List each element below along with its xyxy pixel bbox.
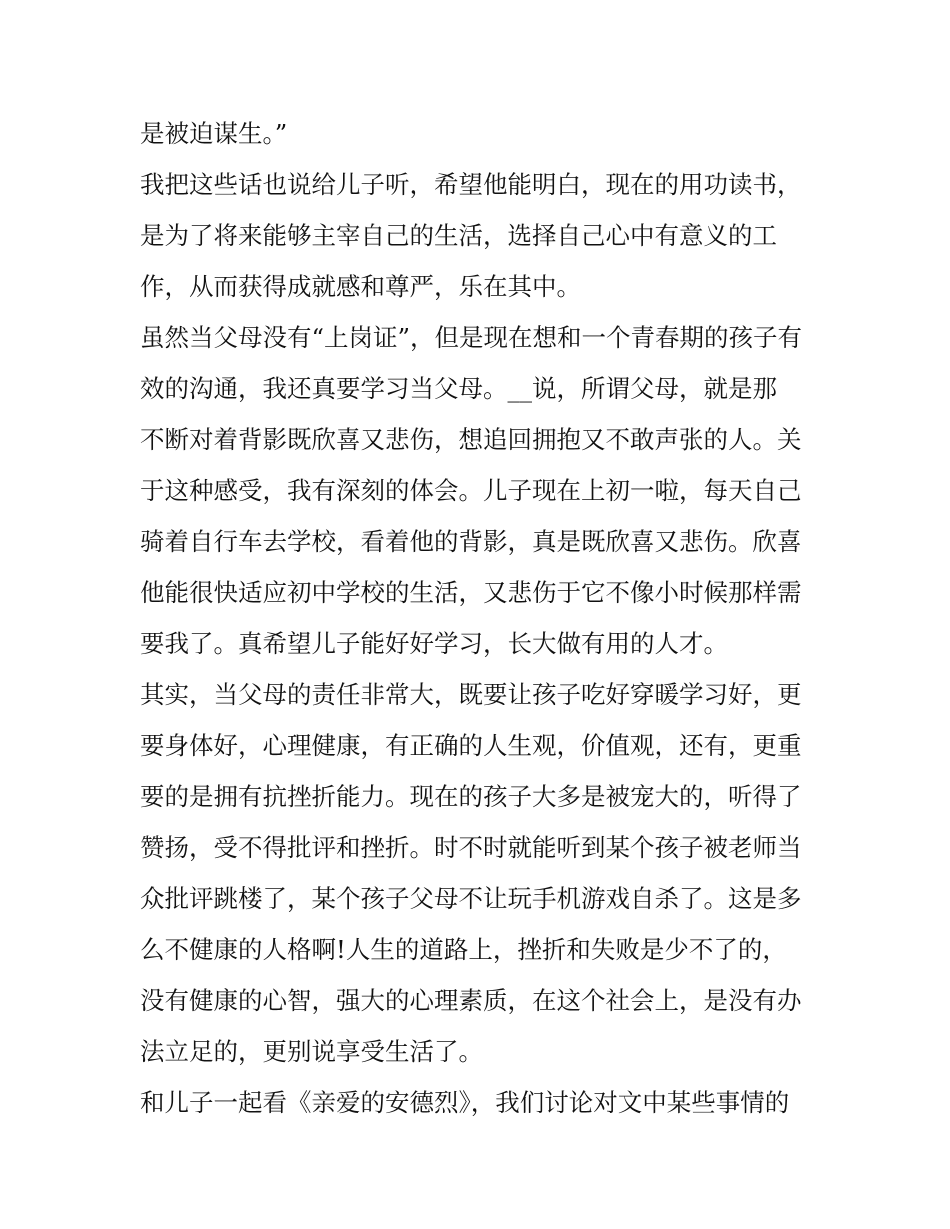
text-line: 于这种感受，我有深刻的体会。儿子现在上初一啦，每天自己 (140, 476, 802, 505)
text-line: 要的是拥有抗挫折能力。现在的孩子大多是被宠大的，听得了 (140, 782, 802, 811)
text-line: 骑着自行车去学校，看着他的背影，真是既欣喜又悲伤。欣喜 (140, 527, 802, 556)
text-line: 要我了。真希望儿子能好好学习，长大做有用的人才。 (140, 629, 728, 658)
text-line: 他能很快适应初中学校的生活，又悲伤于它不像小时候那样需 (140, 578, 802, 607)
text-line: 我把这些话也说给儿子听，希望他能明白，现在的用功读书， (140, 170, 802, 199)
text-line: 众批评跳楼了，某个孩子父母不让玩手机游戏自杀了。这是多 (140, 884, 802, 913)
text-line: 不断对着背影既欣喜又悲伤，想追回拥抱又不敢声张的人。关 (140, 425, 802, 454)
text-line: 虽然当父母没有“上岗证”，但是现在想和一个青春期的孩子有 (140, 323, 803, 352)
text-line: 要身体好，心理健康，有正确的人生观，价值观，还有，更重 (140, 731, 802, 760)
text-line: 法立足的，更别说享受生活了。 (140, 1037, 483, 1066)
text-line: 没有健康的心智，强大的心理素质，在这个社会上，是没有办 (140, 986, 802, 1015)
text-line: 其实，当父母的责任非常大，既要让孩子吃好穿暖学习好，更 (140, 680, 802, 709)
text-line: 赞扬，受不得批评和挫折。时不时就能听到某个孩子被老师当 (140, 833, 802, 862)
text-line: 效的沟通，我还真要学习当父母。__说，所谓父母，就是那 (140, 374, 777, 403)
text-line: 和儿子一起看《亲爱的安德烈》，我们讨论对文中某些事情的 (140, 1088, 790, 1117)
text-line: 是被迫谋生。” (140, 119, 288, 148)
text-line: 么不健康的人格啊!人生的道路上，挫折和失败是少不了的， (140, 935, 787, 964)
text-line: 作，从而获得成就感和尊严，乐在其中。 (140, 272, 581, 301)
text-line: 是为了将来能够主宰自己的生活，选择自己心中有意义的工 (140, 221, 777, 250)
body-text (140, 108, 820, 1128)
